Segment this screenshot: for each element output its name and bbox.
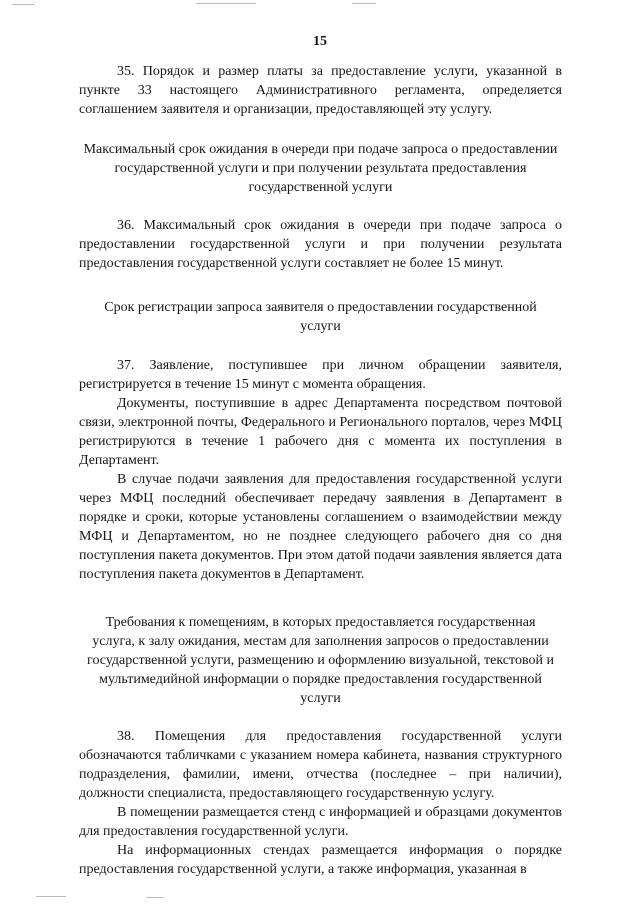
scan-noise <box>196 3 256 4</box>
paragraph-38: 38. Помещения для предоставления государственной услуги обозначаются табличками с указанием номера кабинета, названия структурного подразделения, фамилии, имени, отчества (последнее – при наличии), должности специалиста, предоставляющего государственную услугу. <box>79 729 562 801</box>
section-heading-registration-time: Срок регистрации запроса заявителя о предоставлении государственной услуги <box>104 300 537 334</box>
document-body <box>79 62 562 879</box>
paragraph-documents-registration: Документы, поступившие в адрес Департамента посредством почтовой связи, электронной почты, Федерального и Регионального порталов, через МФЦ регистрируются в течение 1 рабочего дня с момента их поступления в Департамент. <box>79 396 562 468</box>
paragraph-36: 36. Максимальный срок ожидания в очереди при подаче запроса о предоставлении государственной услуги и при получении результата предоставления государственной услуги составляет не более 15 минут. <box>79 218 562 271</box>
section-heading-premises-requirements: Требования к помещениям, в которых предоставляется государственная услуга, к залу ожидания, местам для заполнения запросов о предоставлении государственной услуги, размещению и оформлению визуальной, текстовой и мультимедийной информации о порядке предоставления государственной услуги <box>87 615 554 706</box>
paragraph-35: 35. Порядок и размер платы за предоставление услуги, указанной в пункте 33 настоящего Административного регламента, определяется соглашением заявителя и организации, предоставляющей эту услугу. <box>79 64 562 117</box>
scan-noise <box>36 896 66 897</box>
scan-noise <box>12 4 34 5</box>
paragraph-37: 37. Заявление, поступившее при личном обращении заявителя, регистрируется в течение 15 минут с момента обращения. <box>79 358 562 392</box>
paragraph-info-stand: В помещении размещается стенд с информацией и образцами документов для предоставления государственной услуги. <box>79 805 562 839</box>
paragraph-mfc-submission: В случае подачи заявления для предоставления государственной услуги через МФЦ последний обеспечивает передачу заявления в Департамент в порядке и сроки, которые установлены соглашением о взаимодействии между МФЦ и Департаментом, но не позднее следующего рабочего дня со дня поступления пакета документов. При этом датой подачи заявления является дата поступления пакета документов в Департамент. <box>79 472 562 582</box>
paragraph-info-stands-content: На информационных стендах размещается информация о порядке предоставления государственной услуги, а также информация, указанная в <box>79 843 562 877</box>
scan-noise <box>352 3 376 4</box>
page-number: 15 <box>313 34 327 49</box>
section-heading-waiting-time: Максимальный срок ожидания в очереди при подаче запроса о предоставлении государственной услуги и при получении результата предоставления государственной услуги <box>83 142 558 195</box>
scan-noise <box>146 897 164 898</box>
